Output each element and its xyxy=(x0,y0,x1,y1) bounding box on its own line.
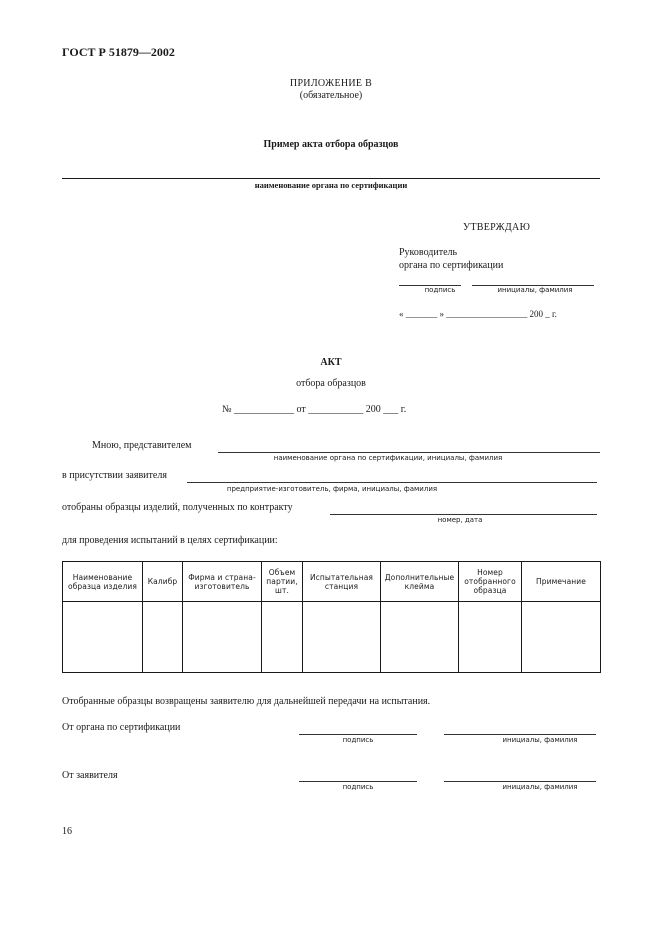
body-initials-line[interactable] xyxy=(444,734,596,735)
organ-name-caption: наименование органа по сертификации xyxy=(254,180,408,190)
contract-label: отобраны образцы изделий, полученных по контракту xyxy=(62,502,293,513)
applicant-signature-line[interactable] xyxy=(299,781,417,782)
example-title: Пример акта отбора образцов xyxy=(263,139,399,150)
col-header-note: Примечание xyxy=(522,562,601,602)
col-header-test-station: Испытательная станция xyxy=(303,562,381,602)
col-header-sample-name: Наименование образца изделия xyxy=(63,562,143,602)
applicant-initials-line[interactable] xyxy=(444,781,596,782)
samples-table xyxy=(62,561,601,673)
cell-extra-marks[interactable] xyxy=(381,602,459,673)
approver-position-line2: органа по сертификации xyxy=(399,260,504,271)
returned-text: Отобранные образцы возвращены заявителю для дальнейшей передачи на испытания. xyxy=(62,696,431,707)
cell-caliber[interactable] xyxy=(143,602,183,673)
body-signature-line[interactable] xyxy=(299,734,417,735)
act-number-line[interactable]: № ____________ от ___________ 200 ___ г. xyxy=(222,404,407,415)
standard-code: ГОСТ Р 51879—2002 xyxy=(62,45,175,59)
act-subtitle: отбора образцов xyxy=(296,378,366,389)
page-number: 16 xyxy=(62,826,72,837)
from-applicant-label: От заявителя xyxy=(62,770,118,781)
applicant-initials-caption: инициалы, фамилия xyxy=(502,783,578,791)
cell-sample-name[interactable] xyxy=(63,602,143,673)
organ-name-line xyxy=(62,178,600,179)
body-signature-caption: подпись xyxy=(342,736,374,744)
approve-label: УТВЕРЖДАЮ xyxy=(463,222,531,233)
col-header-extra-marks: Дополнительные клейма xyxy=(381,562,459,602)
contract-input-line[interactable] xyxy=(330,514,597,515)
presence-label: в присутствии заявителя xyxy=(62,470,167,481)
body-initials-caption: инициалы, фамилия xyxy=(502,736,578,744)
table-row xyxy=(63,602,601,673)
cell-manufacturer[interactable] xyxy=(183,602,262,673)
col-header-manufacturer: Фирма и страна-изготовитель xyxy=(183,562,262,602)
presence-input-line[interactable] xyxy=(187,482,597,483)
representative-input-line[interactable] xyxy=(218,452,600,453)
contract-caption: номер, дата xyxy=(437,516,483,524)
approver-initials-caption: инициалы, фамилия xyxy=(497,286,573,294)
applicant-signature-caption: подпись xyxy=(342,783,374,791)
from-body-label: От органа по сертификации xyxy=(62,722,181,733)
appendix-title: ПРИЛОЖЕНИЕ В xyxy=(289,78,373,89)
cell-sample-number[interactable] xyxy=(459,602,522,673)
approver-position-line1: Руководитель xyxy=(399,247,458,258)
col-header-lot-size: Объем партии, шт. xyxy=(262,562,303,602)
cell-test-station[interactable] xyxy=(303,602,381,673)
appendix-status: (обязательное) xyxy=(299,90,363,101)
act-title: АКТ xyxy=(320,357,342,368)
col-header-caliber: Калибр xyxy=(143,562,183,602)
cell-lot-size[interactable] xyxy=(262,602,303,673)
cell-note[interactable] xyxy=(522,602,601,673)
approver-signature-caption: подпись xyxy=(424,286,456,294)
purpose-text: для проведения испытаний в целях сертификации: xyxy=(62,535,278,546)
representative-caption: наименование органа по сертификации, инициалы, фамилия xyxy=(273,454,503,462)
col-header-sample-number: Номер отобранного образца xyxy=(459,562,522,602)
representative-label: Мною, представителем xyxy=(92,440,192,451)
presence-caption: предприятие-изготовитель, фирма, инициалы, фамилия xyxy=(226,485,438,493)
table-header-row xyxy=(63,562,601,602)
approval-date-line[interactable]: « _______ » __________________ 200 _ г. xyxy=(399,309,557,319)
